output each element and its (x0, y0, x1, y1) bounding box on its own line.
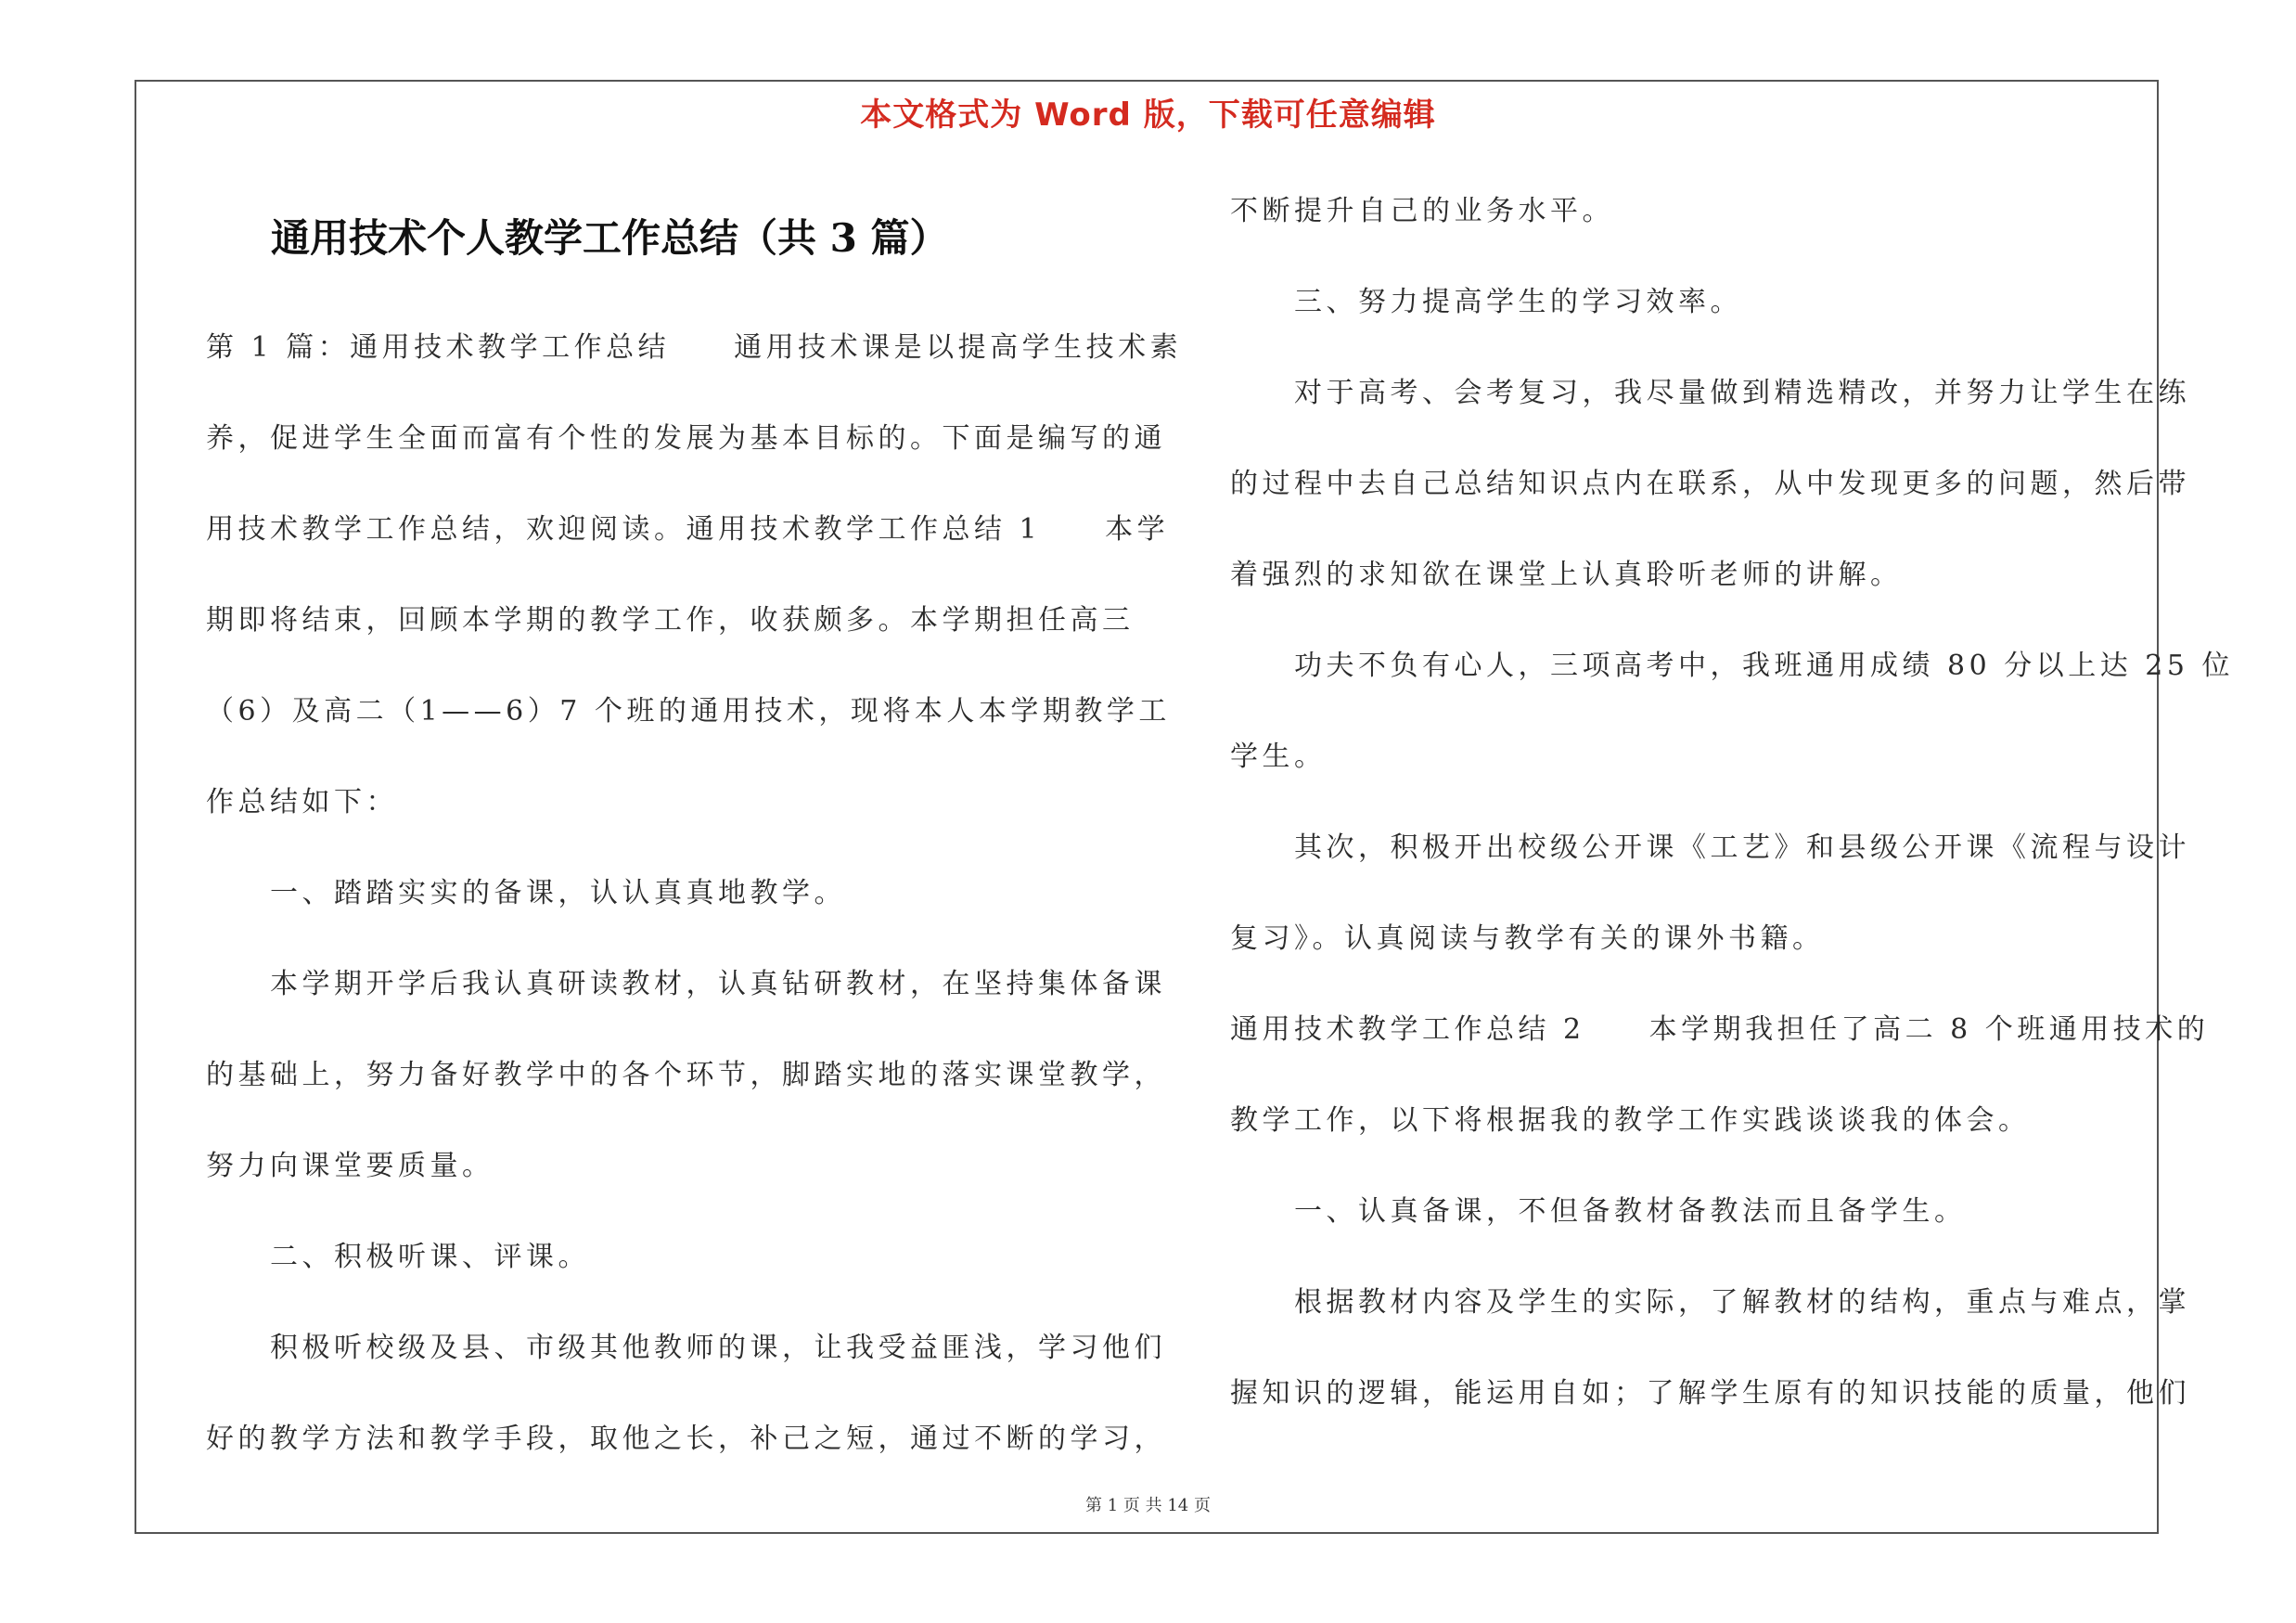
text-line: 功夫不负有心人，三项高考中，我班通用成绩 80 分以上达 25 位 (1230, 650, 2234, 682)
text-line: 其次，积极开出校级公开课《工艺》和县级公开课《流程与设计 (1230, 831, 2190, 864)
text-line: 二、积极听课、评课。 (206, 1241, 590, 1273)
text-line: 用技术教学工作总结，欢迎阅读。通用技术教学工作总结 1 本学 (206, 513, 1170, 546)
format-banner: 本文格式为 Word 版，下载可任意编辑 (860, 97, 1436, 134)
text-line: 养，促进学生全面而富有个性的发展为基本目标的。下面是编写的通 (206, 422, 1166, 455)
text-line: （6）及高二（1——6）7 个班的通用技术，现将本人本学期教学工 (206, 695, 1171, 728)
text-line: 握知识的逻辑，能运用自如；了解学生原有的知识技能的质量，他们 (1230, 1377, 2190, 1410)
text-line: 学生。 (1230, 741, 1327, 773)
text-line: 复习》。认真阅读与教学有关的课外书籍。 (1230, 922, 1825, 955)
text-line: 努力向课堂要质量。 (206, 1150, 494, 1182)
text-line: 对于高考、会考复习，我尽量做到精选精改，并努力让学生在练 (1230, 377, 2190, 409)
text-line: 着强烈的求知欲在课堂上认真聆听老师的讲解。 (1230, 559, 1903, 591)
text-line: 根据教材内容及学生的实际，了解教材的结构，重点与难点，掌 (1230, 1286, 2190, 1319)
text-line: 不断提升自己的业务水平。 (1230, 195, 1614, 227)
text-line: 积极听校级及县、市级其他教师的课，让我受益匪浅，学习他们 (206, 1332, 1166, 1364)
text-line: 的过程中去自己总结知识点内在联系，从中发现更多的问题，然后带 (1230, 468, 2190, 500)
text-line: 第 1 篇：通用技术教学工作总结 通用技术课是以提高学生技术素 (206, 331, 1183, 364)
page-number: 第 1 页 共 14 页 (1085, 1496, 1211, 1515)
text-line: 一、踏踏实实的备课，认认真真地教学。 (206, 877, 846, 909)
text-line: 三、努力提高学生的学习效率。 (1230, 286, 1742, 318)
text-line: 一、认真备课，不但备教材备教法而且备学生。 (1230, 1195, 1967, 1228)
text-line: 好的教学方法和教学手段，取他之长，补己之短，通过不断的学习， (206, 1423, 1166, 1455)
text-line: 作总结如下： (206, 786, 398, 818)
text-line: 的基础上，努力备好教学中的各个环节，脚踏实地的落实课堂教学， (206, 1059, 1166, 1091)
text-line: 教学工作，以下将根据我的教学工作实践谈谈我的体会。 (1230, 1104, 2031, 1137)
document-title: 通用技术个人教学工作总结（共 3 篇） (271, 215, 949, 261)
text-line: 通用技术教学工作总结 2 本学期我担任了高二 8 个班通用技术的 (1230, 1013, 2210, 1046)
text-line: 期即将结束，回顾本学期的教学工作，收获颇多。本学期担任高三 (206, 604, 1135, 637)
text-line: 本学期开学后我认真研读教材，认真钻研教材，在坚持集体备课 (206, 968, 1166, 1000)
